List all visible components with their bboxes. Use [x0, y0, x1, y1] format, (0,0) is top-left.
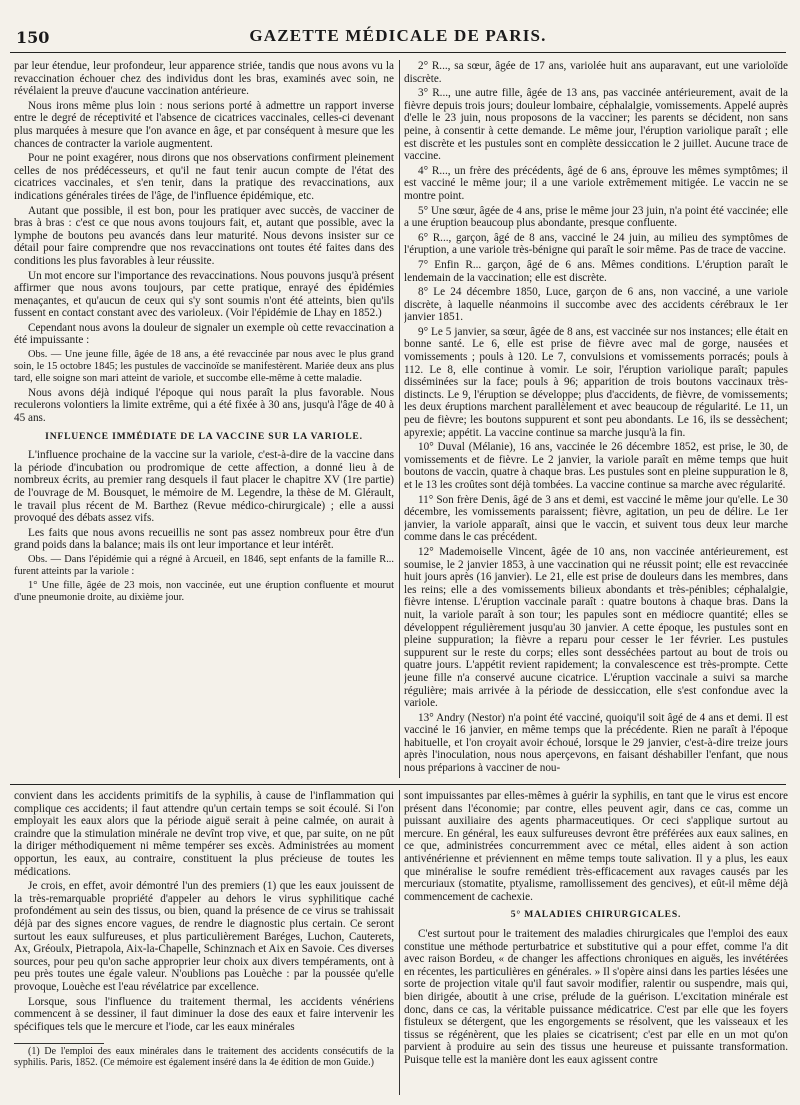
paragraph: 7° Enfin R... garçon, âgé de 6 ans. Mêmes conditions. L'éruption paraît le lendemain de la vaccination; elle est discrète. [404, 258, 788, 284]
paragraph: Obs. — Dans l'épidémie qui a régné à Arcueil, en 1846, sept enfants de la famille R... furent atteints par la variole : [14, 553, 394, 577]
paragraph: Nous avons déjà indiqué l'époque qui nous paraît la plus favorable. Nous reculerons volontiers la limite extrême, qui a été fixée à 30 ans, jusqu'à l'âge de 40 à 45 ans. [14, 386, 394, 424]
paragraph: 13° Andry (Nestor) n'a point été vacciné, quoiqu'il soit âgé de 4 ans et demi. Il est vacciné le 16 janvier, en même temps que la précédente. Rien ne paraît à l'époque habituelle, et l'on croyait avoir échoué, lorsque le 29 janvier, c'est-à-dire treize jours après l'inoculation, nous nous aperçevons, en faisant déshabiller l'enfant, que nous nous préparions à vacciner de nou- [404, 711, 788, 775]
paragraph: 4° R..., un frère des précédents, âgé de 6 ans, éprouve les mêmes symptômes; il est vacciné le même jour; il a une variole extrêmement mitigée. Le vaccin ne se montre point. [404, 164, 788, 202]
article-column-bottom-right [404, 790, 788, 1095]
paragraph: Nous irons même plus loin : nous serions porté à admettre un rapport inverse entre le degré de réceptivité et l'absence de cicatrices vaccinales, celles-ci devenant plus marquées à mesure que l'on avance en âge, et par conséquent à mesure que les chances de contracter la variole augmentent. [14, 99, 394, 150]
paragraph: C'est surtout pour le traitement des maladies chirurgicales que l'emploi des eaux constitue une méthode perturbatrice et substitutive qui a pour effet, comme l'a dit avec raison Bordeu, « de changer les affections chroniques en aiguës, les invétérées en récentes, les particulières en générales. » Il s'opère ainsi dans les parties lésées une sorte de projection vitale qu'il faut savoir modifier, ralentir ou suspendre, mais qui, bien dirigée, aboutit à une crise, prélude de la guérison. L'excitation minérale est donc, dans ce cas, la véritable puissance médicatrice. C'est par elle que les foyers fistuleux se détergent, que les engorgements se résolvent, que les vaisseaux et les tissus se régénèrent, que les plaies se cicatrisent; c'est par elle en un mot qu'on parvient à produire au sein des tissus une heureuse et puissante transformation. Puisque telle est la manière dont les eaux agissent contre [404, 927, 788, 1066]
paragraph: Les faits que nous avons recueillis ne sont pas assez nombreux pour être d'un grand poids dans la balance; mais ils ont leur importance et leur intérêt. [14, 526, 394, 552]
paragraph: convient dans les accidents primitifs de la syphilis, à cause de l'inflammation qui complique ces accidents; il faut attendre qu'un certain temps se soit écoulé. Si l'on employait les eaux alors que la période aiguë serait à peine calmée, on aurait à craindre que la stimulation minérale ne devînt trop vive, et que, par suite, on ne pût la diriger méthodiquement ni même tempérer ses excès. Administrées au moment opportun, les eaux, au contraire, constituent la plus précieuse de toutes les médications. [14, 790, 394, 878]
paragraph: Cependant nous avons la douleur de signaler un exemple où cette revaccination a été impuissante : [14, 321, 394, 347]
paragraph: Obs. — Une jeune fille, âgée de 18 ans, a été revaccinée par nous avec le plus grand soin, le 15 octobre 1845; les pustules de vaccinoïde se manifestèrent. Mariée deux ans plus tard, elle soigne son mari atteint de variole, et succombe elle-même à cette maladie. [14, 349, 394, 384]
paragraph: 8° Le 24 décembre 1850, Luce, garçon de 6 ans, non vacciné, a une variole discrète, à laquelle néanmoins il succombe avec des accidents cérébraux le 1er janvier 1851. [404, 286, 788, 324]
article-column-top-left [14, 60, 394, 780]
journal-title: GAZETTE MÉDICALE DE PARIS. [249, 26, 547, 45]
article-column-bottom-left [14, 790, 394, 1040]
page-number: 150 [16, 28, 50, 47]
section-heading: INFLUENCE IMMÉDIATE DE LA VACCINE SUR LA VARIOLE. [45, 430, 363, 442]
paragraph: Un mot encore sur l'importance des revaccinations. Nous pouvons jusqu'à présent affirmer que nous avons toujours, par cette pratique, enrayé des épidémies menaçantes, et qu'aucun de ceux qui s'y sont soumis n'ont été atteints, bien qu'ils fussent en contact constant avec des varioleux. (Voir l'épidémie de Lhay en 1852.) [14, 269, 394, 320]
paragraph: 2° R..., sa sœur, âgée de 17 ans, variolée huit ans auparavant, eut une varioloïde discrète. [404, 60, 788, 85]
paragraph: par leur étendue, leur profondeur, leur apparence striée, tandis que nous avons vu la revaccination échouer chez des individus dont les bras, examinés avec soin, ne révélaient la preuve d'aucune vaccination antérieure. [14, 60, 394, 98]
paragraph: Autant que possible, il est bon, pour les pratiquer avec succès, de vacciner de bras à bras : c'est ce que nous avons toujours fait, et, autant que possible, avec la lymphe de boutons peu avancés dans leur maturité. Nous devons insister sur ce détail pour faire comprendre que nos revaccinations ont toutes été faites dans des conditions les plus favorables à leur réussite. [14, 204, 394, 267]
footnote [14, 1046, 394, 1098]
paragraph: sont impuissantes par elles-mêmes à guérir la syphilis, en tant que le virus est encore présent dans l'économie; par contre, elles peuvent agir, dans ce cas, comme un puissant auxiliaire des agents pharmaceutiques. Or ceci s'applique surtout au mercure. En général, les eaux sulfureuses devront être préférées aux eaux salines, en ce que, administrées concurremment avec ce métal, elles aident à son action antivénérienne et préviennent en même temps toute salivation. Il y a plus, les eaux que minéralise le soufre remédient très-efficacement aux ravages causés par les mercuriaux (stomatite, ptyalisme, ramollissement des gencives), et eût-il même déjà commencement de cachexie. [404, 790, 788, 903]
footnote-rule [14, 1043, 104, 1044]
section-divider [10, 784, 786, 785]
paragraph: 6° R..., garçon, âgé de 8 ans, vacciné le 24 juin, au milieu des symptômes de l'éruption, a une variole très-bénigne qui paraît le soir même. Pas de trace de vaccine. [404, 231, 788, 257]
column-divider [399, 790, 400, 1095]
paragraph: 11° Son frère Denis, âgé de 3 ans et demi, est vacciné le même jour qu'elle. Le 30 décembre, les vomissements paraissent; fièvre, agitation, un peu de délire. Le 1er janvier, la variole apparaît, ainsi que le vaccin, et suivent tous deux leur marche comme dans le cas précédent. [404, 493, 788, 544]
paragraph: 1° Une fille, âgée de 23 mois, non vaccinée, eut une éruption confluente et mourut d'une pneumonie droite, au dixième jour. [14, 579, 394, 603]
section-heading: 5° MALADIES CHIRURGICALES. [510, 909, 682, 921]
footnote-text: (1) De l'emploi des eaux minérales dans le traitement des accidents consécutifs de la syphilis. Paris, 1852. (Ce mémoire est également inséré dans la 4e édition de mon Guide.) [14, 1046, 394, 1069]
paragraph: 10° Duval (Mélanie), 16 ans, vaccinée le 26 décembre 1852, est prise, le 30, de vomissements et de fièvre. Le 2 janvier, la variole paraît en même temps que huit boutons de vaccin, quatre à chaque bras. Les pustules sont en pleine suppuration le 8, et le 13 les croûtes sont déjà tombées. La vaccine continue sa marche avec régularité. [404, 441, 788, 491]
column-divider [399, 60, 400, 778]
article-column-top-right [404, 60, 788, 780]
paragraph: Lorsque, sous l'influence du traitement thermal, les accidents vénériens commencent à se dessiner, il faut diminuer la dose des eaux et faire intervenir les spécifiques tels que le mercure et l'iode, car les eaux minérales [14, 995, 394, 1033]
page-header [10, 26, 786, 53]
paragraph: 5° Une sœur, âgée de 4 ans, prise le même jour 23 juin, n'a point été vaccinée; elle a une éruption beaucoup plus abondante, presque confluente. [404, 204, 788, 230]
paragraph: 12° Mademoiselle Vincent, âgée de 10 ans, non vaccinée antérieurement, est soumise, le 2 janvier 1853, à une vaccination qui ne réussit point; elle est revaccinée huit jours après (16 janvier). Le 21, elle est prise de douleurs dans les membres, dans les reins; elle a des vomissements bilieux abondants et très-pénibles; céphalalgie, fièvre intense. L'éruption vaccinale paraît : quatre boutons à chaque bras. Dans la nuit, la variole paraît à son tour; les papules sont en médiocre quantité; elles se développent régulièrement jusqu'au 30 janvier. A cette époque, les pustules sont en pleine suppuration; la fièvre a reparu pour cesser le 1er février. Les pustules suppurent sur le reste du corps; elles sont desséchées partout au bout de trois ou quatre jours. L'appétit revient rapidement; la convalescence est très-prompte. Cette jeune fille n'a conservé aucune cicatrice. L'éruption vaccinale a suivi sa marche régulière; mais arrivée à la période de dessiccation, elle s'est confondue avec la variole. [404, 545, 788, 710]
paragraph: L'influence prochaine de la vaccine sur la variole, c'est-à-dire de la vaccine dans la période d'incubation ou prodromique de cette affection, a donné lieu à de nombreux écrits, au premier rang desquels il faut placer le chapitre XV (1re partie) de l'ouvrage de M. Bousquet, le mémoire de M. Legendre, la thèse de M. Glérault, le travail plus récent de M. Barthez (Revue médico-chirurgicale) ; elle a aussi provoqué des débats assez vifs. [14, 449, 394, 525]
paragraph: Pour ne point exagérer, nous dirons que nos observations confirment pleinement celles de nos prédécesseurs, et qu'il ne faut tenir aucun compte de l'état des cicatrices vaccinales, et s'en tenir, dans la pratique des revaccinations, aux indications générales tirées de l'âge, de l'influence épidémique, etc. [14, 152, 394, 202]
paragraph: 3° R..., une autre fille, âgée de 13 ans, pas vaccinée antérieurement, avait de la fièvre depuis trois jours; douleur lombaire, céphalalgie, vomissements. Appelé auprès d'elle le 23 juin, nous proposons de la vacciner; les parents se décident, non sans peine, à consentir à cette demande. Le même jour, l'éruption variolique paraît ; elle est discrète et les pustules sont en complète dessiccation le 2 juillet. Aucune trace de vaccine. [404, 87, 788, 163]
paragraph: 9° Le 5 janvier, sa sœur, âgée de 8 ans, est vaccinée sur nos instances; elle était en bonne santé. Le 6, elle est prise de fièvre avec mal de gorge, nausées et vomissements ; pouls à 120. Le 7, convulsions et vomissements porracés; pouls à 112. Le 8, elle continue à vomir. Le soir, l'éruption variolique paraît; papules disséminées sur la face; pouls à 96; apparition de trois boutons vaccinaux très-distincts. Le 9, l'éruption se développe; plus d'accidents, de fièvre, de vomissements; les deux éruptions marchent parallèlement et avec beaucoup de régularité. Le 11, un peu de fièvre; les boutons suppurent et sont peu abondants. Le 16, ils se dessèchent; apyrexie; appétit. La vaccine continue sa marche jusqu'à la fin. [404, 325, 788, 439]
paragraph: Je crois, en effet, avoir démontré l'un des premiers (1) que les eaux jouissent de la très-remarquable propriété d'appeler au dehors le virus syphilitique caché profondément au sein des tissus, ou bien, quand la présence de ce virus se trahissait déjà par des signes encore vagues, de rendre le diagnostic plus certain. Ce seront surtout les eaux sulfureuses, et plus particulièrement Baréges, Luchon, Cauterets, Ax, Gréoulx, Pietrapola, Aix-la-Chapelle, Schinznach et Aix en Savoie. Ces diverses sources, pour peu qu'on sache approprier leur choix aux divers tempéraments, ont à peu près toutes une égale valeur. N'oublions pas Louèche : par la poussée qu'elle provoque, Louèche est l'eau révélatrice par excellence. [14, 880, 394, 993]
